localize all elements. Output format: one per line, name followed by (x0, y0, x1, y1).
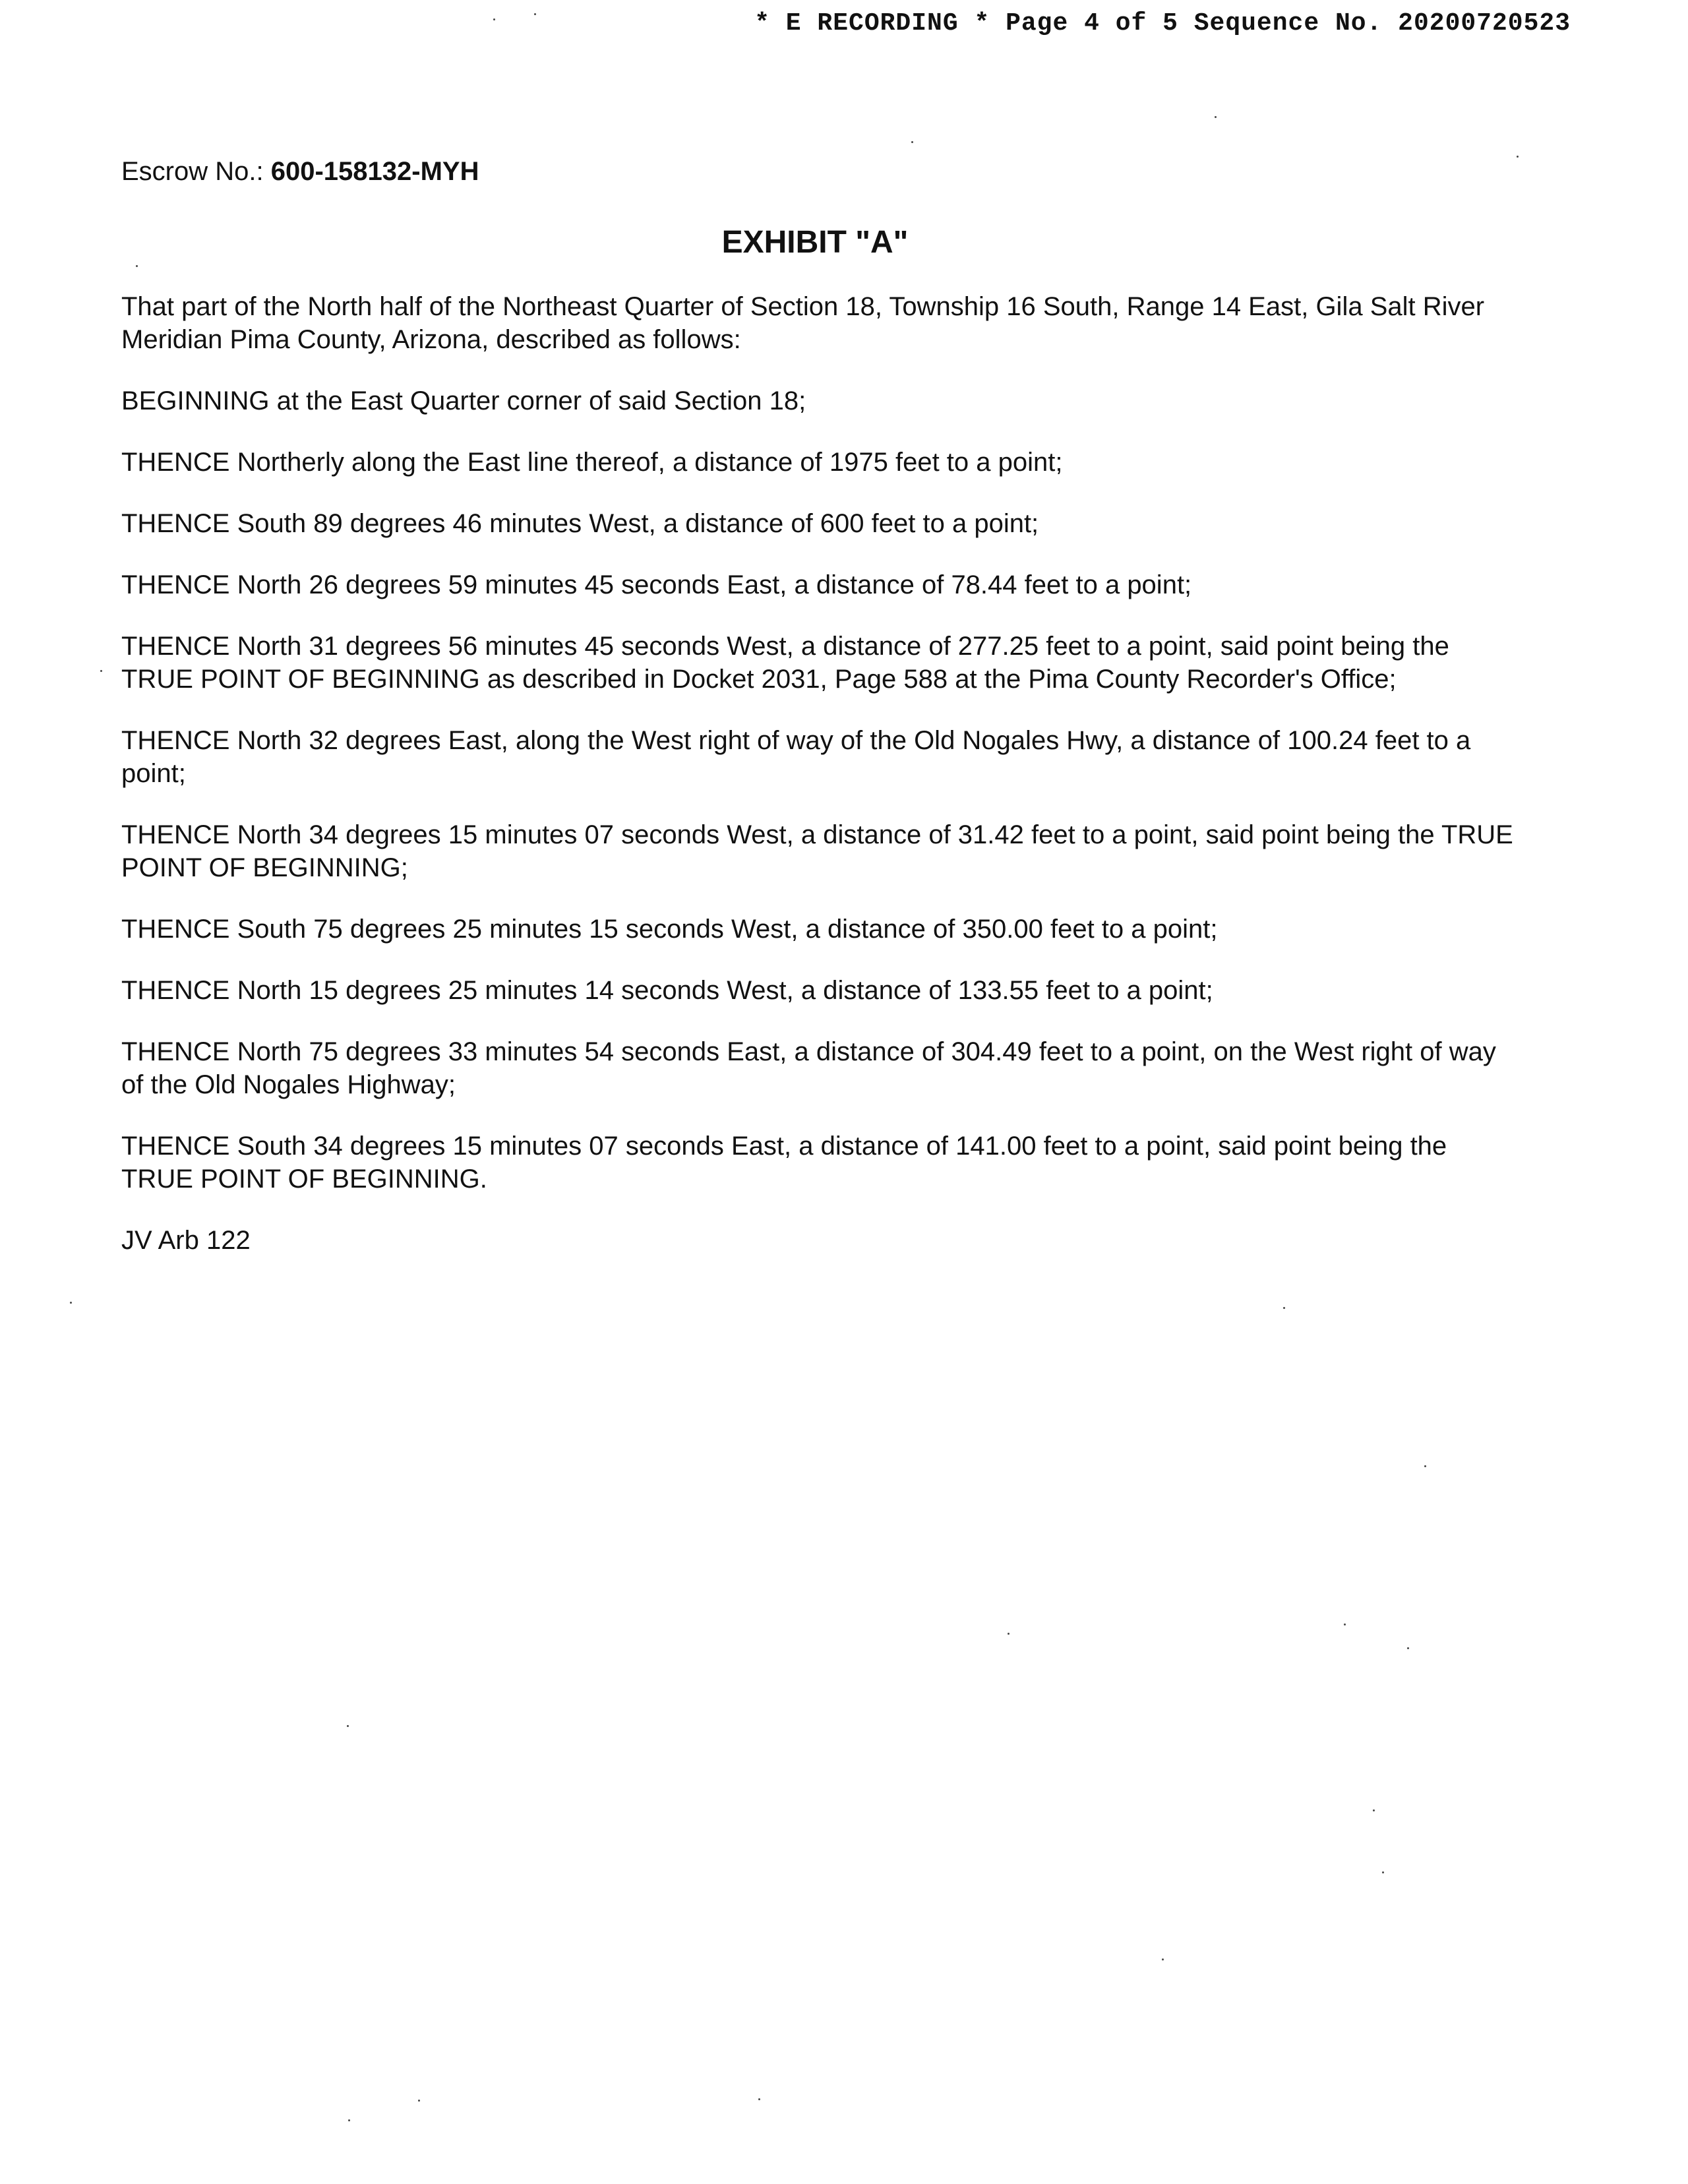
closing-reference: JV Arb 122 (121, 1226, 251, 1255)
scan-speck (1008, 1633, 1010, 1635)
escrow-line (121, 157, 479, 187)
paragraph: THENCE North 32 degrees East, along the West right of way of the Old Nogales Hwy, a distance of 100.24 feet to a point; (121, 726, 1471, 788)
scan-speck (911, 141, 913, 143)
scan-speck (348, 2119, 350, 2121)
paragraph: THENCE South 75 degrees 25 minutes 15 seconds West, a distance of 350.00 feet to a point; (121, 915, 1218, 944)
scan-speck (100, 670, 102, 672)
paragraph: THENCE South 34 degrees 15 minutes 07 seconds East, a distance of 141.00 feet to a point, said point being the TRUE POINT OF BEGINNING. (121, 1132, 1447, 1194)
scan-speck (1382, 1871, 1384, 1873)
scan-speck (1407, 1647, 1409, 1649)
paragraph: THENCE North 26 degrees 59 minutes 45 seconds East, a distance of 78.44 feet to a point; (121, 570, 1192, 599)
scan-speck (1283, 1307, 1285, 1309)
paragraph: THENCE South 89 degrees 46 minutes West, a distance of 600 feet to a point; (121, 509, 1039, 538)
paragraph: THENCE North 75 degrees 33 minutes 54 seconds East, a distance of 304.49 feet to a point, on the West right of way of the Old Nogales Highway; (121, 1037, 1496, 1099)
scan-speck (758, 2098, 760, 2100)
scan-speck (418, 2100, 420, 2102)
scan-speck (70, 1302, 72, 1304)
legal-description (121, 290, 1519, 1285)
scan-speck (1215, 116, 1217, 118)
scan-speck (347, 1725, 349, 1727)
scan-speck (1344, 1623, 1346, 1625)
escrow-number: 600-158132-MYH (270, 157, 479, 186)
paragraph: That part of the North half of the Northeast Quarter of Section 18, Township 16 South, Range 14 East, Gila Salt River Meridian Pima County, Arizona, described as follows: (121, 292, 1485, 354)
exhibit-title: EXHIBIT "A" (721, 225, 909, 260)
scan-speck (1162, 1958, 1164, 1960)
paragraph: THENCE North 15 degrees 25 minutes 14 seconds West, a distance of 133.55 feet to a point; (121, 976, 1213, 1005)
paragraph: BEGINNING at the East Quarter corner of said Section 18; (121, 386, 806, 415)
scan-speck (493, 18, 495, 20)
paragraph: THENCE North 31 degrees 56 minutes 45 seconds West, a distance of 277.25 feet to a point, said point being the TRUE POINT OF BEGINNING as described in Docket 2031, Page 588 at the Pima County Recorder's Office; (121, 632, 1449, 694)
scan-speck (534, 13, 536, 15)
paragraph: THENCE North 34 degrees 15 minutes 07 seconds West, a distance of 31.42 feet to a point, said point being the TRUE POINT OF BEGINNING; (121, 820, 1513, 882)
escrow-label: Escrow No.: (121, 157, 264, 186)
recording-header: * E RECORDING * Page 4 of 5 Sequence No. 20200720523 (754, 9, 1571, 38)
paragraph: THENCE Northerly along the East line thereof, a distance of 1975 feet to a point; (121, 448, 1063, 477)
scan-speck (1424, 1465, 1426, 1467)
scan-speck (1373, 1809, 1375, 1811)
scan-speck (136, 265, 138, 267)
scan-speck (1517, 156, 1519, 158)
